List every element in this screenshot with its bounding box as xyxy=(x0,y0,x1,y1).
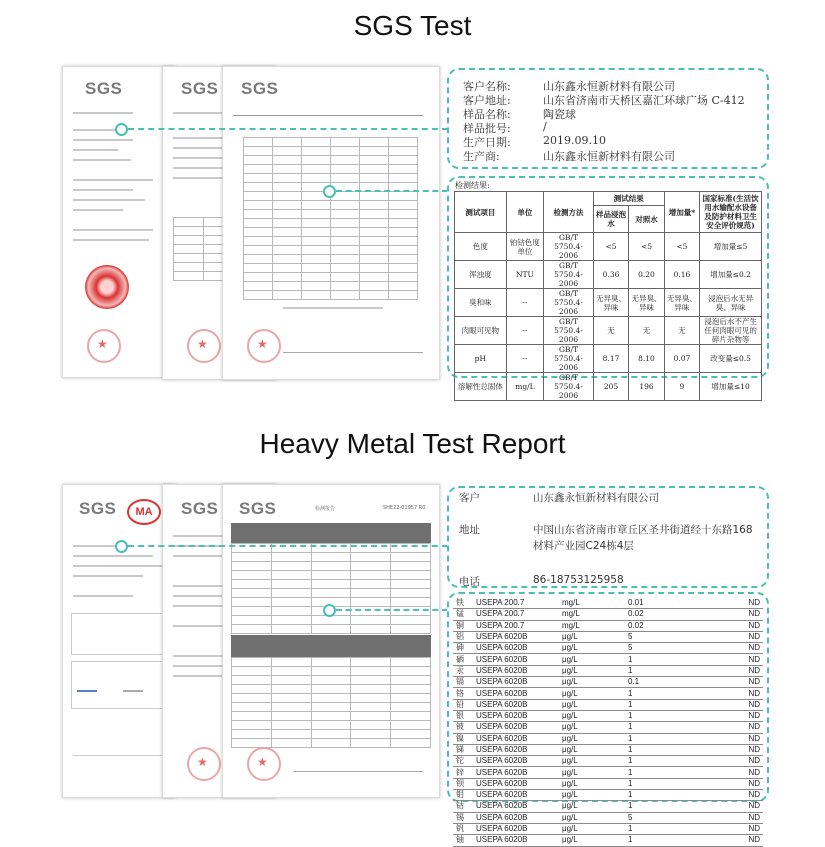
cell-method: USEPA 6020B xyxy=(473,688,559,699)
sgs-stamp-icon xyxy=(247,747,281,781)
info-row xyxy=(459,490,769,506)
cell-unit: μg/L xyxy=(559,654,625,665)
cell-standard: 增加量≤0.2 xyxy=(700,261,762,289)
info-row xyxy=(463,148,763,162)
info-key: 客户名称: xyxy=(463,80,511,93)
cell-unit: μg/L xyxy=(559,631,625,642)
header-item: 测试项目 xyxy=(455,192,507,233)
info-key: 电话 xyxy=(459,576,480,588)
cell-el: 铬 xyxy=(453,688,473,699)
cell-method: USEPA 200.7 xyxy=(473,598,559,609)
cell-method: USEPA 200.7 xyxy=(473,609,559,620)
table-row xyxy=(455,261,762,289)
cell-result: ND xyxy=(701,609,763,620)
cell-result: ND xyxy=(701,654,763,665)
info-value: / xyxy=(543,120,547,133)
cell-el: 银 xyxy=(453,710,473,721)
info-row xyxy=(463,134,763,148)
info-value: 山东鑫永恒新材料有限公司 xyxy=(543,80,675,93)
info-key: 生产商: xyxy=(463,150,500,163)
table-row xyxy=(453,609,763,620)
cell-method: USEPA 6020B xyxy=(473,722,559,733)
callout-dot xyxy=(323,604,336,617)
table-row xyxy=(455,233,762,261)
table-row xyxy=(453,654,763,665)
table-row xyxy=(453,778,763,789)
cell-el: 镉 xyxy=(453,677,473,688)
table-row xyxy=(455,345,762,373)
cell-control: 无异臭、异味 xyxy=(629,289,664,317)
cell-el: 铅 xyxy=(453,699,473,710)
table-row xyxy=(453,756,763,767)
table-row xyxy=(453,744,763,755)
info-row xyxy=(463,106,763,120)
header-unit: 单位 xyxy=(506,192,543,233)
cell-result: ND xyxy=(701,665,763,676)
cell-limit: 1 xyxy=(625,744,701,755)
heavy-metal-title: Heavy Metal Test Report xyxy=(259,428,566,459)
cell-el: 钴 xyxy=(453,801,473,812)
cell-result: ND xyxy=(701,778,763,789)
cell-method: USEPA 6020B xyxy=(473,677,559,688)
cell-increase: 无异臭、异味 xyxy=(664,289,699,317)
header-increase: 增加量* xyxy=(664,192,699,233)
header-method: 检测方法 xyxy=(544,192,594,233)
info-value: 2019.09.10 xyxy=(543,134,606,147)
cell-el: 锑 xyxy=(453,744,473,755)
cell-limit: 1 xyxy=(625,778,701,789)
cell-method: USEPA 6020B xyxy=(473,801,559,812)
table-row xyxy=(453,598,763,609)
cell-el: 钼 xyxy=(453,790,473,801)
cell-result: ND xyxy=(701,835,763,846)
callout-connector xyxy=(128,128,448,130)
callout-connector xyxy=(336,190,448,192)
table-row xyxy=(453,677,763,688)
info-value: 山东鑫永恒新材料有限公司 xyxy=(533,492,659,504)
cell-soaked: 无 xyxy=(593,317,628,345)
cell-limit: 1 xyxy=(625,710,701,721)
info-row xyxy=(459,574,769,590)
info-row xyxy=(459,522,769,538)
sgs-report-page-1 xyxy=(62,66,176,378)
cell-soaked: 0.36 xyxy=(593,261,628,289)
cell-unit: mg/L xyxy=(559,620,625,631)
table-row xyxy=(453,665,763,676)
cell-result: ND xyxy=(701,756,763,767)
info-key: 样品批号: xyxy=(463,122,511,135)
sgs-logo: SGS xyxy=(239,499,277,518)
cell-unit: μg/L xyxy=(559,699,625,710)
cell-result: ND xyxy=(701,710,763,721)
cell-limit: 1 xyxy=(625,790,701,801)
sgs-stamp-icon xyxy=(187,747,221,781)
cell-method: USEPA 6020B xyxy=(473,835,559,846)
cell-el: 铁 xyxy=(453,598,473,609)
cell-method: GB/T 5750.4-2006 xyxy=(544,233,594,261)
table-row xyxy=(453,643,763,654)
cell-unit: μg/L xyxy=(559,823,625,834)
cell-method: USEPA 6020B xyxy=(473,631,559,642)
cell-limit: 0.1 xyxy=(625,677,701,688)
cell-increase: 0.16 xyxy=(664,261,699,289)
table-row xyxy=(455,373,762,401)
table-row xyxy=(453,699,763,710)
heavy-client-info-callout xyxy=(447,486,769,588)
cell-el: 硒 xyxy=(453,654,473,665)
cell-result: ND xyxy=(701,631,763,642)
cell-limit: 1 xyxy=(625,801,701,812)
cell-method: USEPA 6020B xyxy=(473,823,559,834)
cell-unit: μg/L xyxy=(559,688,625,699)
cell-result: ND xyxy=(701,790,763,801)
cell-el: 铜 xyxy=(453,620,473,631)
sgs-client-info-callout xyxy=(447,68,769,169)
cell-soaked: 205 xyxy=(593,373,628,401)
callout-dot xyxy=(115,123,128,136)
sgs-stamp-icon xyxy=(87,329,121,363)
info-value: 山东鑫永恒新材料有限公司 xyxy=(543,150,675,163)
cell-method: USEPA 6020B xyxy=(473,699,559,710)
cell-limit: 1 xyxy=(625,688,701,699)
cell-limit: 1 xyxy=(625,733,701,744)
cell-result: ND xyxy=(701,767,763,778)
info-value: 陶瓷球 xyxy=(543,108,576,121)
cell-method: GB/T 5750.4-2006 xyxy=(544,373,594,401)
table-row xyxy=(453,835,763,846)
callout-connector xyxy=(336,609,448,611)
table-row xyxy=(455,289,762,317)
metals-table xyxy=(453,598,763,847)
table-row xyxy=(453,722,763,733)
sgs-logo: SGS xyxy=(181,499,219,518)
cell-result: ND xyxy=(701,688,763,699)
cell-el: 镍 xyxy=(453,733,473,744)
cell-standard: 改变量≤0.5 xyxy=(700,345,762,373)
cell-method: USEPA 6020B xyxy=(473,654,559,665)
cell-method: USEPA 6020B xyxy=(473,665,559,676)
official-seal-icon xyxy=(85,265,129,309)
report-header: 检测报告 xyxy=(315,506,336,512)
cell-result: ND xyxy=(701,744,763,755)
cell-unit: μg/L xyxy=(559,665,625,676)
cell-increase: 无 xyxy=(664,317,699,345)
results-table xyxy=(454,191,762,401)
cell-method: GB/T 5750.4-2006 xyxy=(544,289,594,317)
cell-limit: 1 xyxy=(625,823,701,834)
table-row xyxy=(453,767,763,778)
info-row xyxy=(463,92,763,106)
cell-method: USEPA 6020B xyxy=(473,812,559,823)
cell-increase: <5 xyxy=(664,233,699,261)
cell-el: 铊 xyxy=(453,756,473,767)
cell-control: 8.10 xyxy=(629,345,664,373)
cell-unit: mg/L xyxy=(559,609,625,620)
cell-limit: 1 xyxy=(625,654,701,665)
info-row xyxy=(463,120,763,134)
cell-unit: μg/L xyxy=(559,710,625,721)
sgs-logo: SGS xyxy=(79,499,117,518)
cell-limit: 1 xyxy=(625,699,701,710)
cell-soaked: 无异臭、异味 xyxy=(593,289,628,317)
sgs-logo: SGS xyxy=(181,79,219,98)
cell-unit: μg/L xyxy=(559,733,625,744)
cell-method: USEPA 6020B xyxy=(473,778,559,789)
cell-standard: 浸泡后水不产生任何肉眼可见的碎片杂物等 xyxy=(700,317,762,345)
cell-unit: -- xyxy=(506,317,543,345)
cell-unit: μg/L xyxy=(559,643,625,654)
report-ref: SHE22-01957 R0 xyxy=(383,505,426,511)
sgs-results-callout xyxy=(447,176,769,400)
table-row xyxy=(453,801,763,812)
cell-limit: 0.02 xyxy=(625,620,701,631)
cell-method: USEPA 6020B xyxy=(473,767,559,778)
results-caption: 检测结果: xyxy=(455,181,490,190)
cell-unit: -- xyxy=(506,289,543,317)
cell-unit: μg/L xyxy=(559,790,625,801)
cell-method: USEPA 200.7 xyxy=(473,620,559,631)
info-value: 山东省济南市天桥区嘉汇环球广场 C-412 xyxy=(543,94,745,107)
cell-unit: μg/L xyxy=(559,767,625,778)
info-row xyxy=(459,538,769,554)
cell-soaked: 8.17 xyxy=(593,345,628,373)
cell-unit: μg/L xyxy=(559,835,625,846)
cell-limit: 5 xyxy=(625,812,701,823)
info-key: 客户地址: xyxy=(463,94,511,107)
info-key: 客户 xyxy=(459,492,480,504)
cell-limit: 5 xyxy=(625,631,701,642)
cell-standard: 浸泡后水无异臭、异味 xyxy=(700,289,762,317)
cell-el: 钒 xyxy=(453,823,473,834)
header-standard: 国家标准(生活饮用水输配水设备及防护材料卫生安全评价规范) xyxy=(700,192,762,233)
table-row xyxy=(453,812,763,823)
cell-method: GB/T 5750.4-2006 xyxy=(544,317,594,345)
heavy-metals-callout xyxy=(447,592,769,845)
cell-unit: μg/L xyxy=(559,812,625,823)
cell-result: ND xyxy=(701,620,763,631)
cell-limit: 0.02 xyxy=(625,609,701,620)
cell-limit: 5 xyxy=(625,643,701,654)
cell-el: 汞 xyxy=(453,665,473,676)
cell-unit: mg/L xyxy=(506,373,543,401)
sgs-test-title: SGS Test xyxy=(353,10,472,41)
cell-result: ND xyxy=(701,699,763,710)
cell-el: 锰 xyxy=(453,609,473,620)
cell-item: 溶解性总固体 xyxy=(455,373,507,401)
cell-control: 196 xyxy=(629,373,664,401)
callout-dot xyxy=(323,185,336,198)
cell-increase: 9 xyxy=(664,373,699,401)
cell-el: 铀 xyxy=(453,835,473,846)
cell-method: USEPA 6020B xyxy=(473,643,559,654)
cell-result: ND xyxy=(701,823,763,834)
heavy-report-page-1 xyxy=(62,484,176,798)
cell-unit: μg/L xyxy=(559,778,625,789)
header-group: 测试结果 xyxy=(593,192,664,206)
cell-unit: μg/L xyxy=(559,744,625,755)
cell-control: 无 xyxy=(629,317,664,345)
cell-limit: 1 xyxy=(625,756,701,767)
info-key: 生产日期: xyxy=(463,136,511,149)
cell-unit: NTU xyxy=(506,261,543,289)
cell-unit: mg/L xyxy=(559,598,625,609)
cell-unit: μg/L xyxy=(559,756,625,767)
info-row xyxy=(463,78,763,92)
cell-limit: 1 xyxy=(625,722,701,733)
callout-connector xyxy=(128,545,448,547)
cell-result: ND xyxy=(701,722,763,733)
info-key: 样品名称: xyxy=(463,108,511,121)
cma-logo: MA xyxy=(127,499,161,525)
cell-unit: -- xyxy=(506,345,543,373)
cell-increase: 0.07 xyxy=(664,345,699,373)
cell-item: pH xyxy=(455,345,507,373)
cell-control: <5 xyxy=(629,233,664,261)
cell-limit: 1 xyxy=(625,665,701,676)
cell-el: 砷 xyxy=(453,643,473,654)
table-row xyxy=(453,823,763,834)
table-row xyxy=(453,631,763,642)
cell-unit: μg/L xyxy=(559,677,625,688)
cell-el: 铍 xyxy=(453,722,473,733)
cell-method: USEPA 6020B xyxy=(473,790,559,801)
table-row xyxy=(453,688,763,699)
table-row xyxy=(453,790,763,801)
cell-limit: 1 xyxy=(625,767,701,778)
header-control: 对照水 xyxy=(629,206,664,233)
cell-unit: 铂钴色度单位 xyxy=(506,233,543,261)
info-value: 86-18753125958 xyxy=(533,574,624,586)
cell-unit: μg/L xyxy=(559,722,625,733)
sgs-logo: SGS xyxy=(85,79,123,98)
cell-standard: 增加量≤10 xyxy=(700,373,762,401)
cell-el: 钡 xyxy=(453,778,473,789)
sgs-logo: SGS xyxy=(241,79,279,98)
cell-method: USEPA 6020B xyxy=(473,733,559,744)
heavy-report-page-3 xyxy=(222,484,440,798)
cell-el: 锡 xyxy=(453,812,473,823)
cell-method: GB/T 5750.4-2006 xyxy=(544,345,594,373)
table-row xyxy=(455,317,762,345)
table-row xyxy=(453,710,763,721)
cell-limit: 0.01 xyxy=(625,598,701,609)
cell-el: 锌 xyxy=(453,767,473,778)
cell-item: 浑浊度 xyxy=(455,261,507,289)
header-soaked: 样品浸泡水 xyxy=(593,206,628,233)
table-row xyxy=(453,733,763,744)
sgs-report-page-3 xyxy=(222,66,440,380)
cell-method: USEPA 6020B xyxy=(473,756,559,767)
cell-unit: μg/L xyxy=(559,801,625,812)
cell-el: 铝 xyxy=(453,631,473,642)
table-row xyxy=(453,620,763,631)
cell-standard: 增加量≤5 xyxy=(700,233,762,261)
cell-method: USEPA 6020B xyxy=(473,744,559,755)
cell-result: ND xyxy=(701,733,763,744)
cell-result: ND xyxy=(701,812,763,823)
cell-method: GB/T 5750.4-2006 xyxy=(544,261,594,289)
cell-limit: 1 xyxy=(625,835,701,846)
sgs-stamp-icon xyxy=(247,329,281,363)
cell-soaked: <5 xyxy=(593,233,628,261)
cell-method: USEPA 6020B xyxy=(473,710,559,721)
sgs-stamp-icon xyxy=(187,329,221,363)
cell-item: 色度 xyxy=(455,233,507,261)
info-value: 中国山东省济南市章丘区圣井街道经十东路168 xyxy=(533,524,753,536)
cell-control: 0.20 xyxy=(629,261,664,289)
cell-item: 臭和味 xyxy=(455,289,507,317)
cell-result: ND xyxy=(701,801,763,812)
info-key: 地址 xyxy=(459,524,480,536)
callout-dot xyxy=(115,540,128,553)
cell-result: ND xyxy=(701,598,763,609)
cell-result: ND xyxy=(701,677,763,688)
info-value: 材料产业园C24栋4层 xyxy=(533,540,634,552)
cell-item: 肉眼可见物 xyxy=(455,317,507,345)
cell-result: ND xyxy=(701,643,763,654)
